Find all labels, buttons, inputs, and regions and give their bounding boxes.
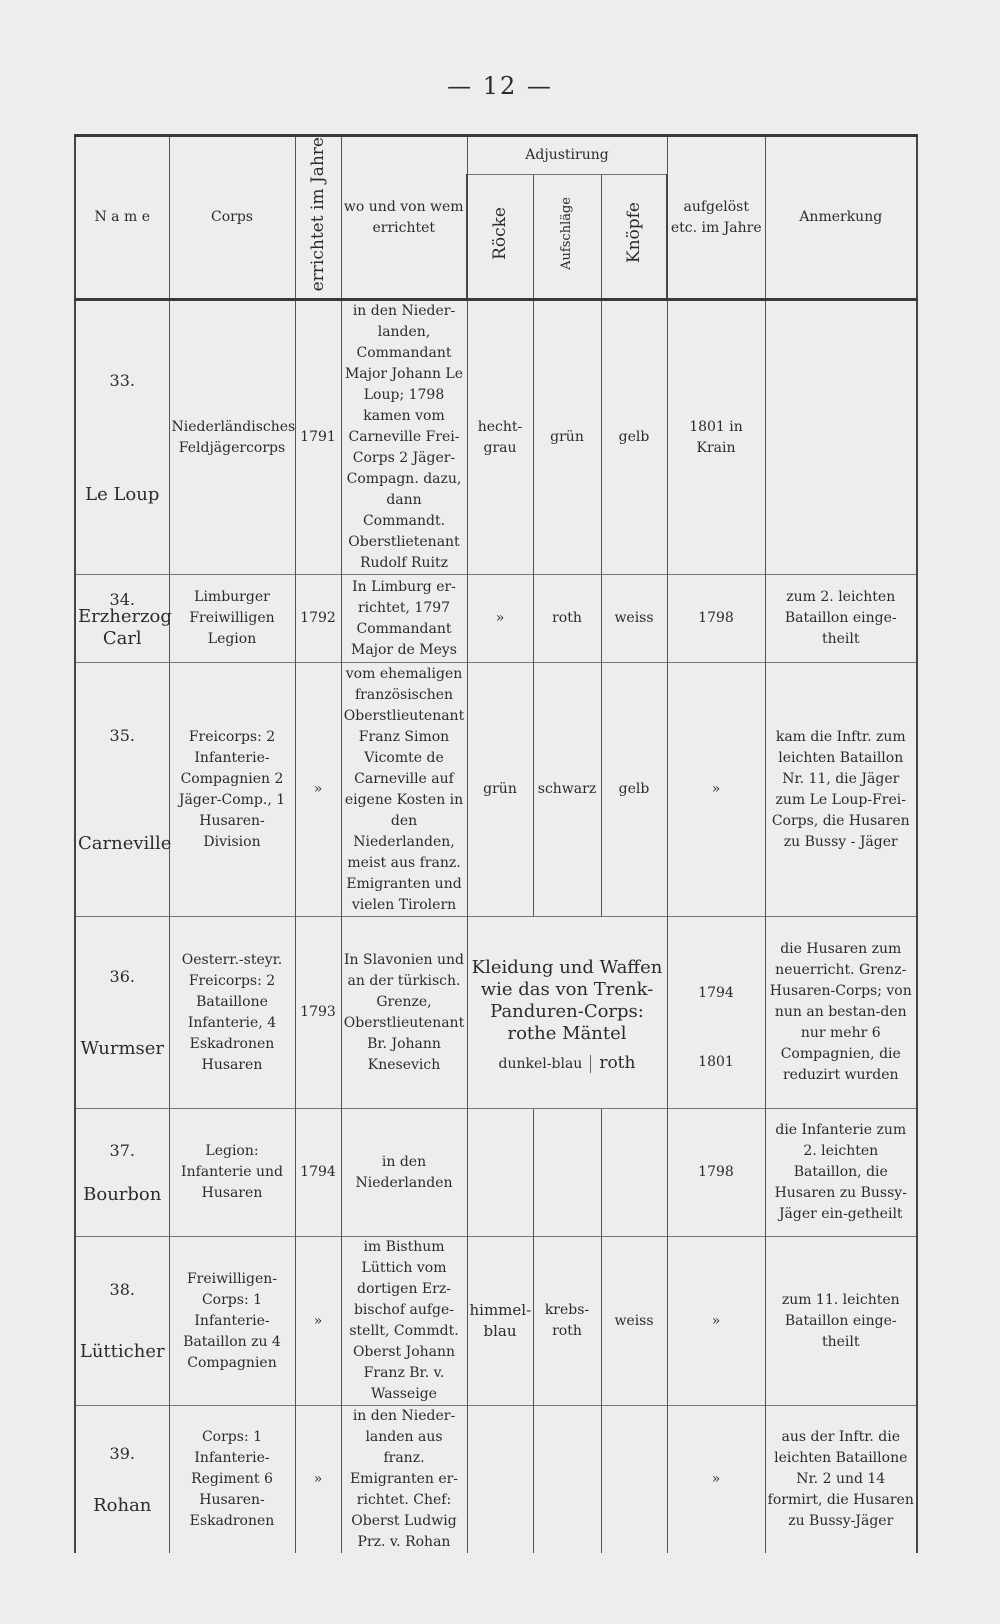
row-name-cell: [75, 300, 169, 575]
row-buttons: gelb: [601, 300, 667, 575]
header-year-founded: errichtet im Jahre: [295, 136, 341, 300]
row-name-cell: [75, 1237, 169, 1406]
row-name: Le Loup: [85, 483, 160, 505]
row-year: 1793: [295, 917, 341, 1109]
row-name-cell: [75, 663, 172, 917]
table-row: [75, 1237, 917, 1406]
row-name: Erzherzog Carl: [78, 605, 172, 649]
row-coats: »: [467, 575, 533, 663]
row-facings: roth: [533, 575, 601, 663]
row-corps: Legion: Infanterie und Husaren: [169, 1109, 295, 1237]
regiment-table: [74, 134, 918, 1553]
header-uniform: Adjustirung: [467, 136, 667, 175]
header-founded-by: wo und von wem errichtet: [341, 136, 467, 300]
header-buttons: Knöpfe: [601, 174, 667, 300]
row-number: 38.: [109, 1280, 135, 1300]
row-buttons: [601, 1406, 667, 1554]
table-row: [75, 300, 917, 575]
row-name: Carneville: [78, 832, 172, 854]
row-buttons: weiss: [601, 1237, 667, 1406]
row-number: 35.: [109, 725, 135, 745]
row-founded-by: in den Nieder-landen, Commandant Major Johann Le Loup; 1798 kamen vom Carneville Frei-Corps 2 Jäger-Compagn. dazu, dann Commandt. Oberstlietenant Rudolf Ruitz: [341, 300, 467, 575]
page-number: — 12 —: [447, 72, 553, 100]
row-remarks: kam die Inftr. zum leichten Bataillon Nr. 11, die Jäger zum Le Loup-Frei-Corps, die Husaren zu Bussy - Jäger: [765, 663, 917, 917]
row-dissolved-second: 1801: [698, 1053, 734, 1070]
row-facings: krebs-roth: [533, 1237, 601, 1406]
row-year: »: [295, 1237, 341, 1406]
row-year: »: [295, 663, 341, 917]
row-remarks: zum 11. leichten Bataillon einge-theilt: [765, 1237, 917, 1406]
row-buttons: weiss: [601, 575, 667, 663]
row-facings: roth: [599, 1053, 636, 1074]
row-name-cell: [75, 1109, 169, 1237]
row-number: 36.: [109, 966, 135, 986]
row-buttons: gelb: [601, 663, 667, 917]
row-corps: Freicorps: 2 Infanterie-Compagnien 2 Jäger-Comp., 1 Husaren-Division: [169, 663, 295, 917]
row-remarks: die Husaren zum neuerricht. Grenz-Husaren-Corps; von nun an bestan-den nur mehr 6 Compagnien, die reduzirt wurden: [765, 917, 917, 1109]
row-dissolved: »: [667, 1406, 765, 1554]
row-corps: Corps: 1 Infanterie-Regiment 6 Husaren-Eskadronen: [169, 1406, 295, 1554]
row-coats: himmel-blau: [467, 1237, 533, 1406]
row-founded-by: in den Nieder-landen aus franz. Emigranten er-richtet. Chef: Oberst Ludwig Prz. v. Rohan: [341, 1406, 467, 1554]
row-number: 34.: [109, 589, 135, 609]
row-remarks: aus der Inftr. die leichten Bataillone Nr. 2 und 14 formirt, die Husaren zu Bussy-Jäger: [765, 1406, 917, 1554]
row-founded-by: In Slavonien und an der türkisch. Grenze, Oberstlieutenant Br. Johann Knesevich: [341, 917, 467, 1109]
row-name: Lütticher: [79, 1341, 165, 1363]
row-name: Bourbon: [83, 1183, 162, 1205]
row-remarks: die Infanterie zum 2. leichten Bataillon, die Husaren zu Bussy-Jäger ein-getheilt: [765, 1109, 917, 1237]
table-row: [75, 1406, 917, 1554]
row-founded-by: in den Niederlanden: [341, 1109, 467, 1237]
row-year: 1794: [295, 1109, 341, 1237]
header-coats: Röcke: [467, 174, 533, 300]
row-name: Rohan: [93, 1494, 152, 1516]
row-dissolved: »: [667, 663, 765, 917]
row-year: 1791: [295, 300, 341, 575]
row-dissolved: 1798: [667, 1109, 765, 1237]
row-facings: schwarz: [533, 663, 601, 917]
row-dissolved: 1798: [667, 575, 765, 663]
row-facings: [533, 1406, 601, 1554]
row-number: 39.: [109, 1443, 135, 1463]
header-facings: Aufschläge: [533, 174, 601, 300]
row-facings: grün: [533, 300, 601, 575]
row-name-cell: [75, 575, 172, 663]
row-corps: Limburger Freiwilligen Legion: [169, 575, 295, 663]
header-remarks: Anmerkung: [765, 136, 917, 300]
table-row: [75, 917, 917, 1109]
row-number: 33.: [109, 370, 135, 390]
dress-note: Kleidung und Waffen wie das von Trenk-Panduren-Corps: rothe Mäntel: [471, 957, 663, 1045]
row-year: 1792: [295, 575, 341, 663]
row-number: 37.: [109, 1140, 135, 1160]
row-name-cell: [75, 1406, 169, 1554]
row-coats: [467, 1406, 533, 1554]
row-corps: Freiwilligen-Corps: 1 Infanterie-Bataillon zu 4 Compagnien: [169, 1237, 295, 1406]
row-dissolved: [667, 917, 765, 1109]
table-row: [75, 1109, 917, 1237]
row-corps: Niederländisches Feldjägercorps: [169, 300, 295, 575]
row-remarks: zum 2. leichten Bataillon einge-theilt: [765, 575, 917, 663]
row-coats: grün: [467, 663, 533, 917]
table-row: [75, 575, 917, 663]
row-buttons: [601, 1109, 667, 1237]
row-coats: hecht-grau: [467, 300, 533, 575]
row-founded-by: In Limburg er-richtet, 1797 Commandant Major de Meys: [341, 575, 467, 663]
row-dissolved: »: [667, 1237, 765, 1406]
row-uniform-merged: [467, 917, 667, 1109]
row-dissolved: 1801 in Krain: [667, 300, 765, 575]
row-name-cell: [75, 917, 169, 1109]
table-row: [75, 663, 917, 917]
row-dissolved-first: 1794: [698, 984, 734, 1001]
header-dissolved: aufgelöst etc. im Jahre: [667, 136, 765, 300]
row-facings: [533, 1109, 601, 1237]
row-remarks: [765, 300, 917, 575]
row-coats: [467, 1109, 533, 1237]
row-name: Wurmser: [80, 1037, 165, 1059]
row-founded-by: im Bisthum Lüttich vom dortigen Erz-bischof aufge-stellt, Commdt. Oberst Johann Franz Br. v. Wasseige: [341, 1237, 467, 1406]
header-name: N a m e: [75, 136, 169, 300]
row-founded-by: vom ehemaligen französischen Oberstlieutenant Franz Simon Vicomte de Carneville auf eigene Kosten in den Niederlanden, meist aus franz. Emigranten und vielen Tirolern: [341, 663, 467, 917]
row-year: »: [295, 1406, 341, 1554]
row-corps: Oesterr.-steyr. Freicorps: 2 Bataillone Infanterie, 4 Eskadronen Husaren: [169, 917, 295, 1109]
row-coats: dunkel-blau: [491, 1055, 592, 1073]
header-corps: Corps: [169, 136, 295, 300]
